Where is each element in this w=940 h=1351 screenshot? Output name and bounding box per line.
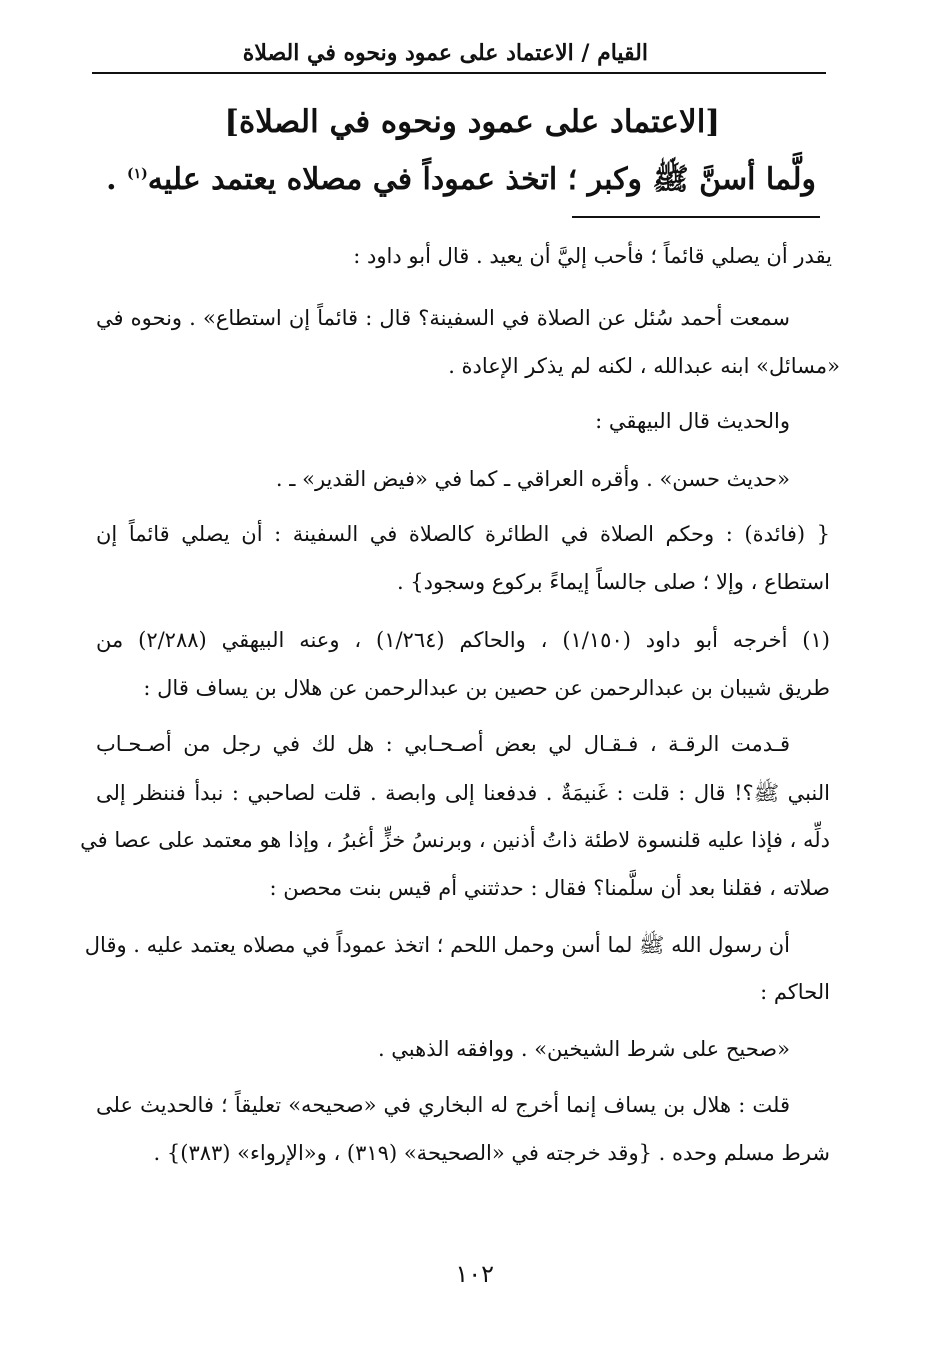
footnote-line-3: قـدمت الرقـة ، فـقـال لي بعض أصـحـابي : هل لك في رجل من أصـحـاب: [96, 732, 790, 756]
footnote-line-8: الحاكم :: [760, 980, 830, 1004]
subtitle-text: ولَّما أسنَّ ﷺ وكبر ؛ اتخذ عموداً في مصلاه يعتمد عليه: [147, 162, 816, 197]
footnote-line-7: أن رسول الله ﷺ لما أسن وحمل اللحم ؛ اتخذ عموداً في مصلاه يعتمد عليه . وقال: [84, 933, 790, 957]
footnote-line-10: قلت : هلال بن يساف إنما أخرج له البخاري في «صحيحه» تعليقاً ؛ فالحديث على: [96, 1093, 790, 1117]
footnote-separator-rule: [572, 216, 820, 218]
running-header: القيام / الاعتماد على عمود ونحوه في الصلاة: [242, 40, 648, 66]
header-rule: [92, 72, 826, 74]
text-line-4: والحديث قال البيهقي :: [595, 409, 790, 433]
footnote-line-9: «صحيح على شرط الشيخين» . ووافقه الذهبي .: [377, 1037, 790, 1061]
footnote-line-4: النبي ﷺ؟! قال : قلت : غَنيمَةٌ . فدفعنا إلى وابصة . قلت لصاحبي : نبدأ فننظر إلى: [96, 781, 830, 805]
text-line-7: استطاع ، وإلا ؛ صلى جالساً إيماءً بركوع وسجود} .: [396, 570, 830, 594]
text-line-2: سمعت أحمد سُئل عن الصلاة في السفينة؟ قال : قائماً إن استطاع» . ونحوه في: [96, 306, 790, 330]
footnote-line-1: (١) أخرجه أبو داود (١/١٥٠) ، والحاكم (١/٢٦٤) ، وعنه البيهقي (٢/٢٨٨) من: [96, 628, 830, 652]
footnote-line-6: صلاته ، فقلنا بعد أن سلَّمنا؟ فقال : حدثتني أم قيس بنت محصن :: [269, 876, 830, 900]
section-title: [الاعتماد على عمود ونحوه في الصلاة]: [224, 104, 720, 140]
section-subtitle: [106, 161, 816, 204]
footnote-line-2: طريق شيبان بن عبدالرحمن عن حصين بن عبدالرحمن عن هلال بن يساف قال :: [143, 676, 830, 700]
text-line-5: «حديث حسن» . وأقره العراقي ـ كما في «فيض القدير» ـ .: [275, 467, 790, 491]
subtitle-end: .: [106, 162, 117, 197]
page-number: ١٠٢: [455, 1260, 494, 1288]
text-line-1: يقدر أن يصلي قائماً ؛ فأحب إليَّ أن يعيد . قال أبو داود :: [353, 244, 832, 268]
footnote-line-11: شرط مسلم وحده . {وقد خرجته في «الصحيحة» (٣١٩) ، و«الإرواء» (٣٨٣)} .: [153, 1141, 830, 1165]
footnote-line-5: دلِّه ، فإذا عليه قلنسوة لاطئة ذاتُ أذنين ، وبرنسُ خزٍّ أغبرُ ، وإذا هو معتمد على عصا في: [80, 828, 830, 852]
footnote-reference: (١): [126, 166, 148, 182]
text-line-3: «مسائل» ابنه عبدالله ، لكنه لم يذكر الإعادة .: [448, 354, 840, 378]
text-line-6: { (فائدة) : وحكم الصلاة في الطائرة كالصلاة في السفينة : أن يصلي قائماً إن: [96, 522, 830, 546]
